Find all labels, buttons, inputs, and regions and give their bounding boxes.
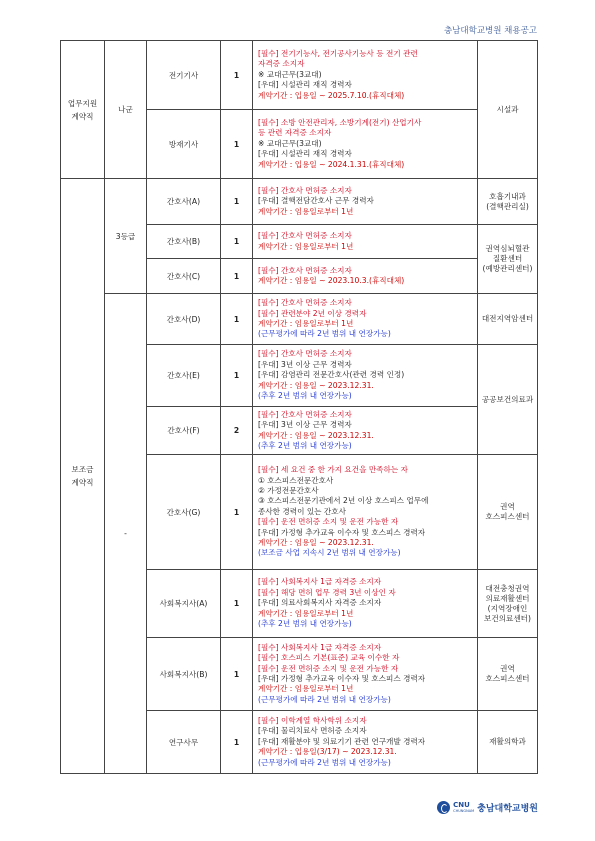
headcount-cell: 1 [221,711,253,774]
department-cell [478,41,538,179]
qualification-line-req: 자격증 소지자 [258,59,305,69]
table-row [61,294,538,345]
qualification-line-term: 계약기간 : 입용일(3/17) ~ 2023.12.31. [258,747,397,757]
qualifications-cell [253,259,478,294]
qualification-line-note: 종사한 경력이 있는 간호사 [258,506,346,516]
headcount-cell: 1 [221,179,253,225]
text-line: (예방관리센터) [482,264,533,273]
qualification-line-term: 계약기간 : 임용일 ~ 2023.10.3.(휴직대체) [258,276,405,285]
text-line: 호흡기내과 [489,191,526,201]
qualification-line-term: 계약기간 : 임용일로부터 1년 [258,241,354,251]
headcount-cell: 1 [221,638,253,711]
text-line: 질환센터 [492,254,523,263]
job-title-cell: 간호사(B) [147,225,221,259]
table-row [61,41,538,110]
text-line: 보건의료센터) [484,613,531,623]
qualification-line-note: ※ 교대근무(3교대) [258,69,322,79]
qualifications-cell [253,455,478,570]
text-line: 계약직 [71,478,94,487]
hospital-logo [437,801,538,814]
headcount-cell: 1 [221,570,253,638]
headcount-cell: 1 [221,345,253,407]
qualification-line-req: [필수] 간호사 면허증 소지자 [258,298,352,308]
qualification-line-note: ① 호스피스전문간호사 [258,475,334,485]
qualifications-cell [253,570,478,638]
qualification-line-ext: (추후 2년 범위 내 연장가능) [258,619,352,629]
qualification-line-pref: [우대] 3년 이상 근무 경력자 [258,420,352,430]
qualification-line-req: [필수] 간호사 면허증 소지자 [258,265,352,275]
department-cell [478,570,538,638]
department-cell [478,345,538,455]
department-cell [478,711,538,774]
qualifications-cell [253,294,478,345]
qualification-line-req: [필수] 간호사 면허증 소지자 [258,409,352,419]
logo-cnu-text: CNU [453,801,470,809]
qualification-line-term: 계약기간 : 입용일 ~ 2024.1.31.(휴직대체) [258,159,405,169]
qualification-line-term: 계약기간 : 임용일로부터 1년 [258,684,354,694]
cnu-emblem-icon [437,801,450,814]
qualification-line-pref: [우대] 물리치료사 면허증 소지자 [258,726,367,736]
qualifications-cell [253,41,478,110]
department-cell [478,225,538,294]
header-note: 충남대학교병원 채용공고 [443,26,537,36]
job-title-cell: 간호사(D) [147,294,221,345]
text-line: 계약직 [71,111,94,121]
qualification-line-term: 계약기간 : 임용일 ~ 2023.12.31. [258,538,374,548]
job-title-cell: 간호사(E) [147,345,221,407]
department-cell [478,179,538,225]
qualification-line-pref: [우대] 재활분야 및 의료기기 관련 연구개발 경력자 [258,736,426,746]
qualification-line-term: 계약기간 : 입용일 ~ 2025.7.10.(휴직대체) [258,90,405,100]
qualifications-cell [253,638,478,711]
text-line: 보조금 [71,465,94,474]
qualification-line-term: 계약기간 : 임용일 ~ 2023.12.31. [258,430,374,440]
department-cell [478,638,538,711]
headcount-cell: 1 [221,110,253,179]
text-line: 대전충청권역 [485,583,530,593]
qualification-line-note: ※ 교대근무(3교대) [258,138,322,148]
qualification-line-term: 계약기간 : 임용일로부터 1년 [258,206,354,216]
job-title-cell: 연구사무 [147,711,221,774]
text-line: 권역 [500,502,515,511]
qualification-line-ext: (추후 2년 범위 내 연장가능) [258,440,352,450]
qualification-line-req: [필수] 전기기능사, 전기공사기능사 등 전기 관련 [258,48,418,58]
grade-cell: 나군 [105,41,147,179]
qualifications-cell [253,711,478,774]
job-title-cell: 전기기사 [147,41,221,110]
qualification-line-term: 계약기간 : 임용일로부터 1년 [258,608,354,618]
department-cell [478,294,538,345]
qualification-line-pref: [우대] 시설관리 재직 경력자 [258,149,352,159]
text-line: 대전지역암센터 [481,314,534,323]
text-line: 시설과 [496,104,519,114]
qualification-line-req: [필수] 간호사 면허증 소지자 [258,231,352,241]
qualification-line-pref: [우대] 의료사회복지사 자격증 소지자 [258,598,382,608]
qualification-line-req: [필수] 호스피스 기본(표준) 교육 이수한 자 [258,653,400,663]
headcount-cell: 1 [221,294,253,345]
qualifications-cell [253,110,478,179]
qualification-line-req: [필수] 해당 면허 업무 경력 3년 이상인 자 [258,587,396,597]
qualification-line-req: [필수] 세 요건 중 한 가지 요건을 만족하는 자 [258,465,408,475]
job-title-cell: 사회복지사(B) [147,638,221,711]
qualification-line-ext: (추후 2년 범위 내 연장가능) [258,391,352,401]
text-line: 호스피스센터 [485,512,530,521]
headcount-cell: 2 [221,407,253,455]
logo-sub-text: CHUNGNAM [453,809,475,813]
table-row [61,179,538,225]
qualification-line-ext: (근무평가에 따라 2년 범위 내 연장가능) [258,694,391,704]
qualification-line-term: 계약기간 : 임용일로부터 1년 [258,319,354,328]
qualification-line-req: [필수] 사회복지사 1급 자격증 소지자 [258,642,382,652]
job-title-cell: 간호사(A) [147,179,221,225]
qualifications-cell [253,407,478,455]
qualification-line-pref: [우대] 시설관리 재직 경력자 [258,80,352,90]
qualification-line-req: [필수] 관련분야 2년 이상 경력자 [258,308,367,318]
qualification-line-req: [필수] 간호사 면허증 소지자 [258,185,352,195]
qualification-line-req: 등 관련 자격증 소지자 [258,128,332,138]
qualification-line-ext: (보조금 사업 지속시 2년 범위 내 연장가능) [258,548,401,558]
text-line: 권역심뇌혈관 [485,244,530,253]
category-cell [61,41,105,179]
qualifications-cell [253,179,478,225]
qualification-line-req: [필수] 간호사 면허증 소지자 [258,349,352,359]
department-cell [478,455,538,570]
job-title-cell: 간호사(F) [147,407,221,455]
headcount-cell: 1 [221,225,253,259]
job-title-cell: 사회복지사(A) [147,570,221,638]
qualification-line-pref: [우대] 가정형 추가교육 이수자 및 호스피스 경력자 [258,674,426,683]
qualification-line-pref: [우대] 3년 이상 근무 경력자 [258,359,352,369]
qualification-line-req: [필수] 사회복지사 1급 자격증 소지자 [258,577,382,587]
job-title-cell: 간호사(G) [147,455,221,570]
headcount-cell: 1 [221,455,253,570]
job-listing-table [60,40,538,774]
logo-hospital-name: 충남대학교병원 [477,804,538,814]
text-line: 의료재활센터 [485,593,530,603]
qualification-line-req: [필수] 이학계열 학사학위 소지자 [258,715,367,725]
qualification-line-note: ② 가정전문간호사 [258,485,319,495]
qualifications-cell [253,225,478,259]
qualification-line-req: [필수] 운전 면허증 소지 및 운전 가능한 자 [258,517,399,527]
qualifications-cell [253,345,478,407]
job-title-cell: 방재기사 [147,110,221,179]
text-line: 공공보건의료과 [481,394,534,404]
qualification-line-note: ③ 호스피스전문기관에서 2년 이상 호스피스 업무에 [258,496,429,506]
grade-cell: - [105,294,147,774]
qualification-line-pref: [우대] 감염관리 전문간호사(관련 경력 인정) [258,370,405,380]
grade-cell: 3등급 [105,179,147,294]
text-line: 재활의학과 [489,737,526,746]
text-line: (결핵관리실) [486,201,529,211]
text-line: (지역장애인 [487,603,528,613]
category-cell [61,179,105,774]
headcount-cell: 1 [221,259,253,294]
qualification-line-ext: (근무평가에 따라 2년 범위 내 연장가능) [258,757,391,767]
qualification-line-req: [필수] 소방 안전관리자, 소방기계(전기) 산업기사 [258,117,422,127]
text-line: 업무지원 [67,98,98,108]
headcount-cell: 1 [221,41,253,110]
qualification-line-ext: (근무평가에 따라 2년 범위 내 연장가능) [258,329,391,339]
qualification-line-term: 계약기간 : 임용일 ~ 2023.12.31. [258,380,374,390]
job-title-cell: 간호사(C) [147,259,221,294]
qualification-line-pref: [우대] 결핵전담간호사 근무 경력자 [258,196,374,206]
qualification-line-req: [필수] 운전 면허증 소지 및 운전 가능한 자 [258,663,399,673]
qualification-line-pref: [우대] 가정형 추가교육 이수자 및 호스피스 경력자 [258,527,426,537]
text-line: 권역 [500,664,515,673]
text-line: 호스피스센터 [485,674,530,683]
